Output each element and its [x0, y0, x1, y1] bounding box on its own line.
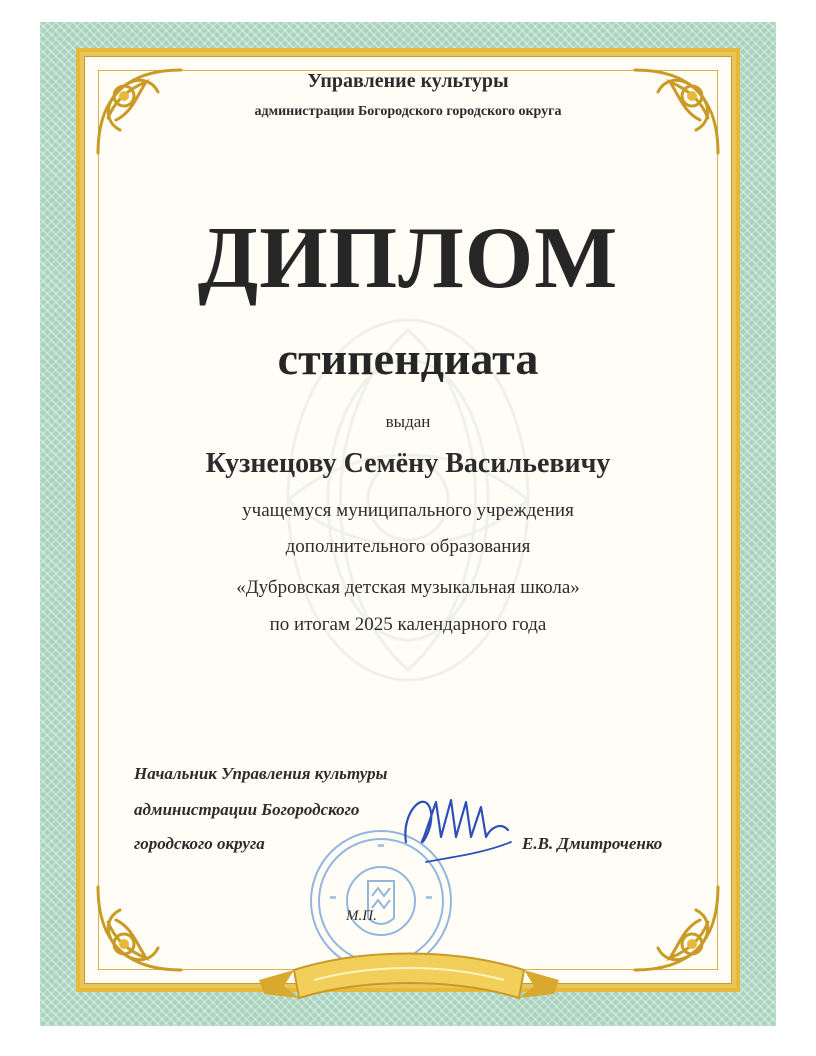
gold-ribbon-ornament	[254, 950, 564, 1016]
administration-name: администрации Богородского городского округа	[254, 104, 562, 119]
organization-name: Управление культуры	[307, 70, 509, 92]
diploma-title: ДИПЛОМ	[197, 210, 619, 307]
diploma-subtitle: стипендиата	[277, 333, 539, 384]
handwritten-signature	[396, 782, 516, 872]
seal-place-label: М.П.	[346, 908, 377, 924]
body-line-1: учащемуся муниципального учреждения	[242, 500, 574, 521]
signatory-position-line-1: Начальник Управления культуры	[134, 764, 388, 783]
body-line-2: дополнительного образования	[285, 536, 531, 557]
signatory-position-line-3: городского округа	[134, 834, 265, 853]
signatory-name: Е.В. Дмитроченко	[522, 834, 663, 853]
body-line-4: по итогам 2025 календарного года	[269, 614, 547, 635]
issued-label: выдан	[385, 412, 431, 431]
recipient-name: Кузнецову Семёну Васильевичу	[205, 448, 611, 479]
body-line-3: «Дубровская детская музыкальная школа»	[236, 577, 580, 598]
corner-ornament-bottom-right	[620, 872, 730, 982]
signatory-position-line-2: администрации Богородского	[134, 800, 360, 819]
corner-ornament-bottom-left	[86, 872, 196, 982]
